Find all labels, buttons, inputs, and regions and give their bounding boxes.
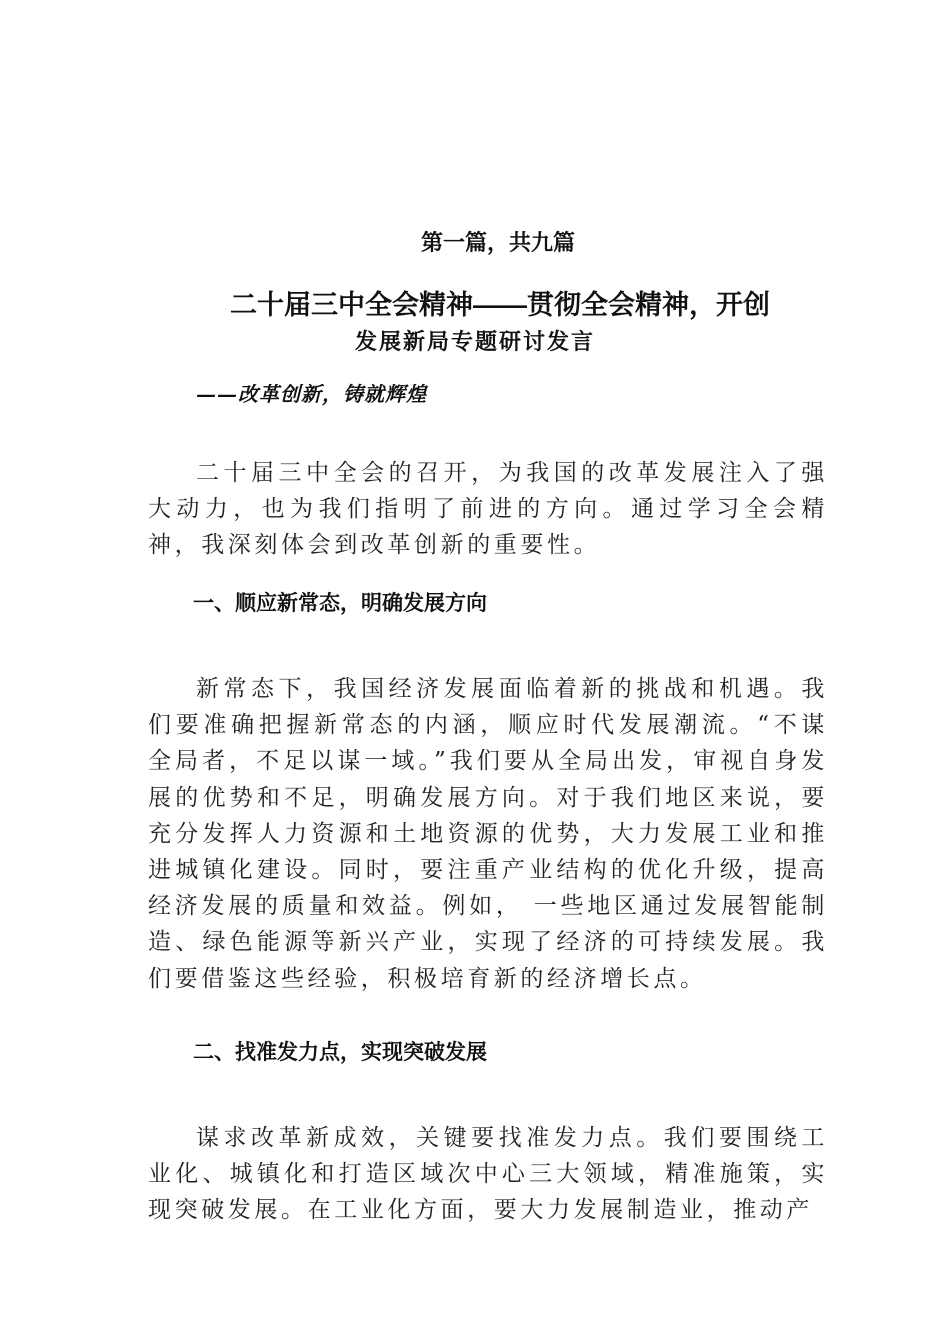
section-body-1: 新常态下，我国经济发展面临着新的挑战和机遇。我们要准确把握新常态的内涵，顺应时代发展潮流。“不谋全局者，不足以谋一域。”我们要从全局出发，审视自身发展的优势和不足，明确发展方向。对于我们地区来说，要充分发挥人力资源和土地资源的优势，大力发展工业和推进城镇化建设。同时，要注重产业结构的优化升级，提高经济发展的质量和效益。例如， 一些地区通过发展智能制造、绿色能源等新兴产业，实现了经济的可持续发展。我们要借鉴这些经验，积极培育新的经济增长点。 — [148, 676, 828, 992]
subtitle: ——改革创新，铸就辉煌 — [196, 382, 427, 406]
series-label: 第一篇，共九篇 — [420, 230, 575, 255]
section-body-2: 谋求改革新成效，关键要找准发力点。我们要围绕工业化、城镇化和打造区域次中心三大领域，精准施策，实现突破发展。在工业化方面，要大力发展制造业，推动产 — [148, 1125, 828, 1224]
title-line-2: 发展新局专题研讨发言 — [354, 329, 595, 354]
section-heading-1: 一、顺应新常态，明确发展方向 — [193, 592, 487, 615]
section-heading-2: 二、找准发力点，实现突破发展 — [193, 1041, 487, 1064]
intro-paragraph: 二十届三中全会的召开，为我国的改革发展注入了强大动力，也为我们指明了前进的方向。通过学习全会精神，我深刻体会到改革创新的重要性。 — [148, 460, 828, 559]
title-line-1: 二十届三中全会精神——贯彻全会精神，开创 — [230, 290, 770, 320]
